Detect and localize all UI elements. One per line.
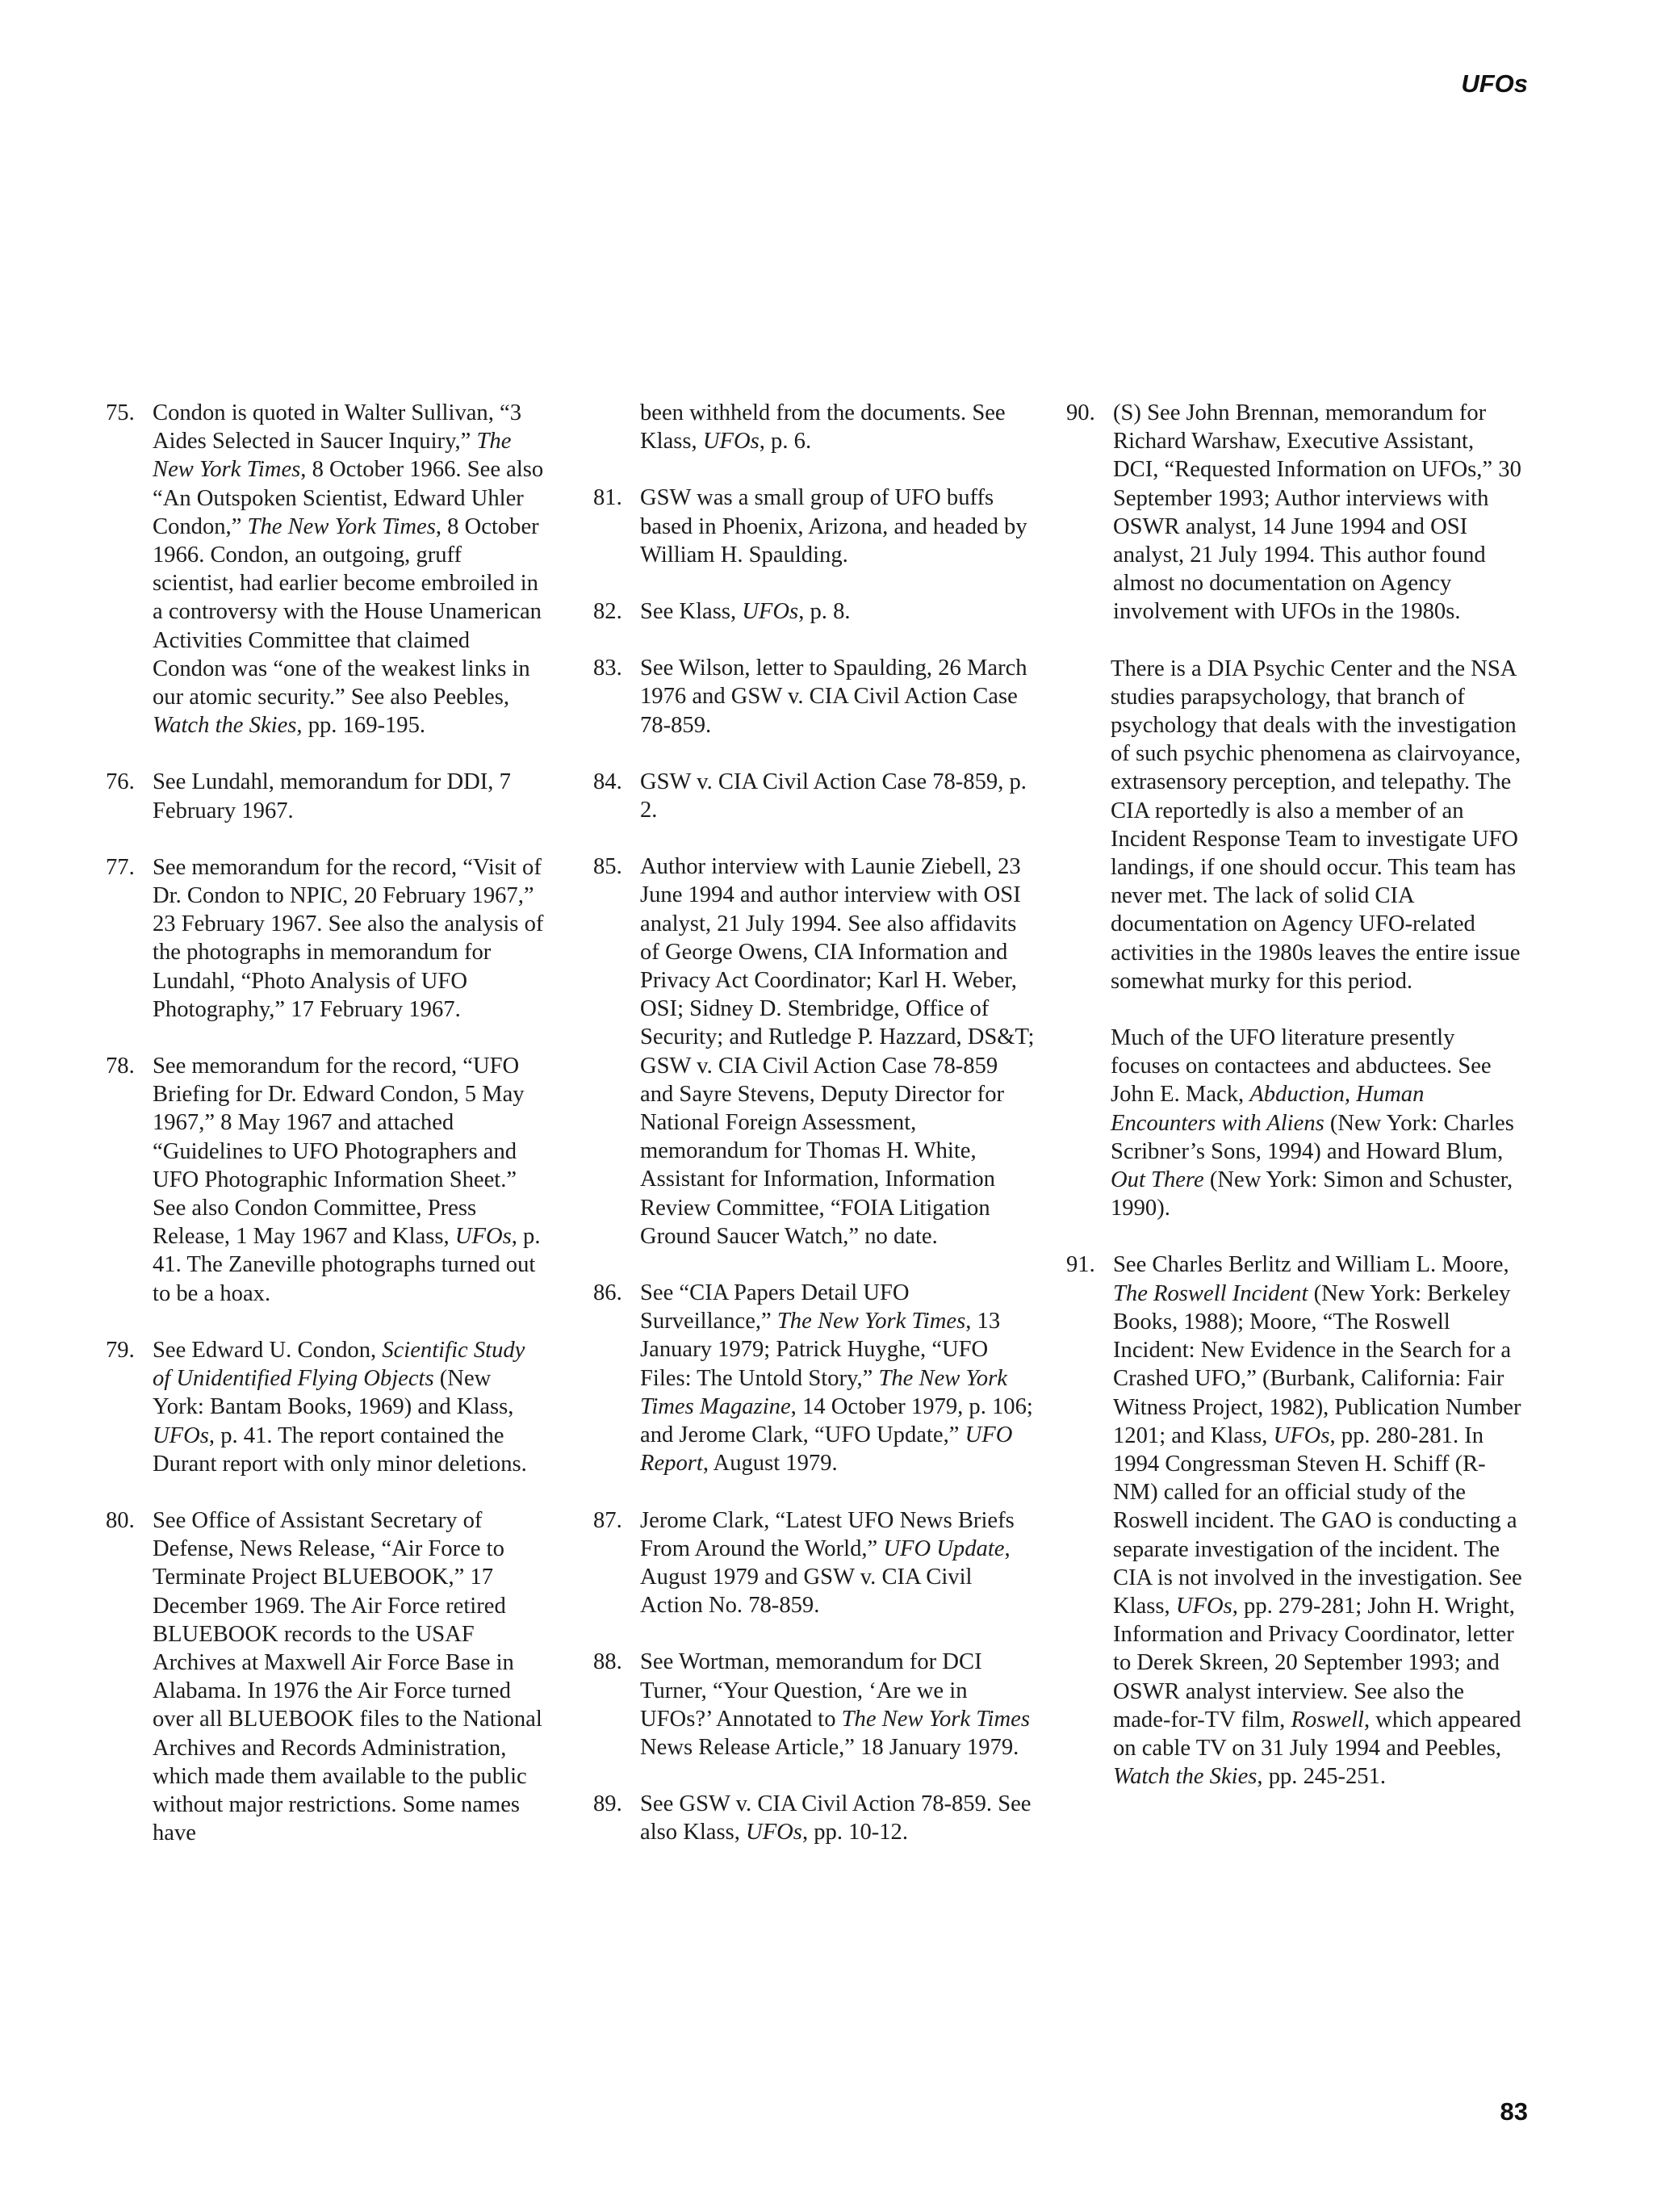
endnote bbox=[593, 1648, 1035, 1762]
endnote-text: See “CIA Papers Detail UFO Surveillance,” The New York Times, 13 January 1979; Patrick Huyghe, “UFO Files: The Untold Story,” The New York Times Magazine, 14 October 1979, p. 106; and Jerome Clark, “UFO Update,” UFO Report, August 1979. bbox=[640, 1280, 1033, 1477]
endnote-continuation: been withheld from the documents. See Klass, UFOs, p. 6. bbox=[640, 400, 1006, 455]
endnote bbox=[106, 399, 547, 739]
endnote-number: 84. bbox=[593, 769, 622, 794]
endnote bbox=[593, 853, 1035, 1251]
endnote-text: See Wortman, memorandum for DCI Turner, “Your Question, ‘Are we in UFOs?’ Annotated to The New York Times News Release Article,” 18 January 1979. bbox=[640, 1649, 1030, 1760]
endnote-number: 76. bbox=[106, 769, 135, 795]
endnote-text: See Edward U. Condon, Scientific Study of Unidentified Flying Objects (New York: Bantam Books, 1969) and Klass, UFOs, p. 41. The report contained the Durant report with only minor deletions. bbox=[153, 1337, 527, 1477]
endnote-number: 85. bbox=[593, 854, 622, 880]
endnote bbox=[593, 654, 1035, 739]
endnote-text: GSW v. CIA Civil Action Case 78-859, p. 2. bbox=[640, 769, 1027, 823]
endnote-number: 86. bbox=[593, 1280, 622, 1306]
endnote-text: Condon is quoted in Walter Sullivan, “3 Aides Selected in Saucer Inquiry,” The New York Times, 8 October 1966. See also “An Outspoken Scientist, Edward Uhler Condon,” The New York Times, 8 October 1966. Condon, an outgoing, gruff scientist, had earlier become embroiled in a controversy with the House Unamerican Activities Committee that claimed Condon was “one of the weakest links in our atomic security.” See also Peebles, Watch the Skies, pp. 169-195. bbox=[153, 400, 544, 739]
column-1 bbox=[106, 399, 547, 1875]
endnote-number: 88. bbox=[593, 1649, 622, 1675]
endnote-number: 79. bbox=[106, 1337, 135, 1363]
endnote bbox=[106, 768, 547, 824]
running-head: UFOs bbox=[1461, 69, 1528, 98]
endnote-text: See Klass, UFOs, p. 8. bbox=[640, 599, 851, 625]
endnote-text: GSW was a small group of UFO buffs based in Phoenix, Arizona, and headed by William H. Spaulding. bbox=[640, 485, 1027, 568]
endnote-paragraph: There is a DIA Psychic Center and the NSA studies parapsychology, that branch of psychology that deals with the investigation of such psychic phenomena as clairvoyance, extrasensory perception, and telepathy. The CIA reportedly is also a member of an Incident Response Team to investigate UFO landings, if one should occur. This team has never met. The lack of solid CIA documentation on Agency UFO-related activities in the 1980s leaves the entire issue somewhat murky for this period. bbox=[1111, 656, 1521, 994]
endnote-text: See GSW v. CIA Civil Action 78-859. See also Klass, UFOs, pp. 10-12. bbox=[640, 1791, 1032, 1845]
endnote bbox=[593, 597, 1035, 626]
column-3 bbox=[1066, 399, 1524, 1819]
page-number: 83 bbox=[1500, 2097, 1528, 2126]
endnote-number: 89. bbox=[593, 1791, 622, 1817]
endnote bbox=[593, 484, 1035, 569]
endnote-text: See Office of Assistant Secretary of Defense, News Release, “Air Force to Terminate Project BLUEBOOK,” 17 December 1969. The Air Force retired BLUEBOOK records to the USAF Archives at Maxwell Air Force Base in Alabama. In 1976 the Air Force turned over all BLUEBOOK files to the National Archives and Records Administration, which made them available to the public without major restrictions. Some names have bbox=[153, 1507, 542, 1846]
endnote-number: 82. bbox=[593, 599, 622, 625]
endnote bbox=[106, 1052, 547, 1308]
endnote bbox=[1066, 1251, 1524, 1791]
endnote-text: See Wilson, letter to Spaulding, 26 March 1976 and GSW v. CIA Civil Action Case 78-859. bbox=[640, 656, 1027, 738]
endnote-number: 78. bbox=[106, 1054, 135, 1079]
endnote-number: 75. bbox=[106, 400, 135, 425]
endnote-text: (S) See John Brennan, memorandum for Richard Warshaw, Executive Assistant, DCI, “Requested Information on UFOs,” 30 September 1993; Author interviews with OSWR analyst, 14 June 1994 and OSI analyst, 21 July 1994. This author found almost no documentation on Agency involvement with UFOs in the 1980s. bbox=[1113, 400, 1521, 625]
endnote-text: See memorandum for the record, “Visit of Dr. Condon to NPIC, 20 February 1967,” 23 February 1967. See also the analysis of the photographs in memorandum for Lundahl, “Photo Analysis of UFO Photography,” 17 February 1967. bbox=[153, 854, 544, 1022]
endnote-number: 80. bbox=[106, 1507, 135, 1533]
endnote-text: See Lundahl, memorandum for DDI, 7 February 1967. bbox=[153, 769, 511, 823]
endnote bbox=[106, 1336, 547, 1478]
endnote bbox=[1066, 399, 1524, 626]
endnote bbox=[593, 1506, 1035, 1620]
endnote-number: 91. bbox=[1066, 1252, 1095, 1278]
endnote-text: See Charles Berlitz and William L. Moore, The Roswell Incident (New York: Berkeley Books, 1988); Moore, “The Roswell Incident: New Evidence in the Search for a Crashed UFO,” (Burbank, California: Fair Witness Project, 1982), Publication Number 1201; and Klass, UFOs, pp. 280-281. In 1994 Congressman Steven H. Schiff (R-NM) called for an official study of the Roswell incident. The GAO is conducting a separate investigation of the incident. The CIA is not involved in the investigation. See Klass, UFOs, pp. 279-281; John H. Wright, Information and Privacy Coordinator, letter to Derek Skreen, 20 September 1993; and OSWR analyst interview. See also the made-for-TV film, Roswell, which appeared on cable TV on 31 July 1994 and Peebles, Watch the Skies, pp. 245-251. bbox=[1113, 1252, 1522, 1790]
endnote-number: 77. bbox=[106, 854, 135, 880]
endnote-number: 81. bbox=[593, 485, 622, 511]
endnote-paragraph: Much of the UFO literature presently focuses on contactees and abductees. See John E. Mack, Abduction, Human Encounters with Aliens (New York: Charles Scribner’s Sons, 1994) and Howard Blum, Out There (New York: Simon and Schuster, 1990). bbox=[1111, 1025, 1514, 1221]
column-2 bbox=[593, 399, 1035, 1875]
endnote bbox=[593, 768, 1035, 824]
endnote-text: Jerome Clark, “Latest UFO News Briefs From Around the World,” UFO Update, August 1979 and GSW v. CIA Civil Action No. 78-859. bbox=[640, 1507, 1015, 1619]
endnote bbox=[106, 1506, 547, 1847]
endnote-number: 87. bbox=[593, 1507, 622, 1533]
endnote-text: See memorandum for the record, “UFO Briefing for Dr. Edward Condon, 5 May 1967,” 8 May 1967 and attached “Guidelines to UFO Photographers and UFO Photographic Information Sheet.” See also Condon Committee, Press Release, 1 May 1967 and Klass, UFOs, p. 41. The Zaneville photographs turned out to be a hoax. bbox=[153, 1054, 541, 1306]
endnote-number: 83. bbox=[593, 656, 622, 681]
endnote bbox=[593, 1790, 1035, 1846]
endnote-number: 90. bbox=[1066, 400, 1095, 425]
endnote bbox=[106, 853, 547, 1024]
endnote bbox=[593, 1279, 1035, 1477]
endnote-text: Author interview with Launie Ziebell, 23 June 1994 and author interview with OSI analyst, 21 July 1994. See also affidavits of George Owens, CIA Information and Privacy Act Coordinator; Karl H. Weber, OSI; Sidney D. Stembridge, Office of Security; and Rutledge P. Hazzard, DS&T; GSW v. CIA Civil Action Case 78-859 and Sayre Stevens, Deputy Director for National Foreign Assessment, memorandum for Thomas H. White, Assistant for Information, Information Review Committee, “FOIA Litigation Ground Saucer Watch,” no date. bbox=[640, 854, 1035, 1249]
